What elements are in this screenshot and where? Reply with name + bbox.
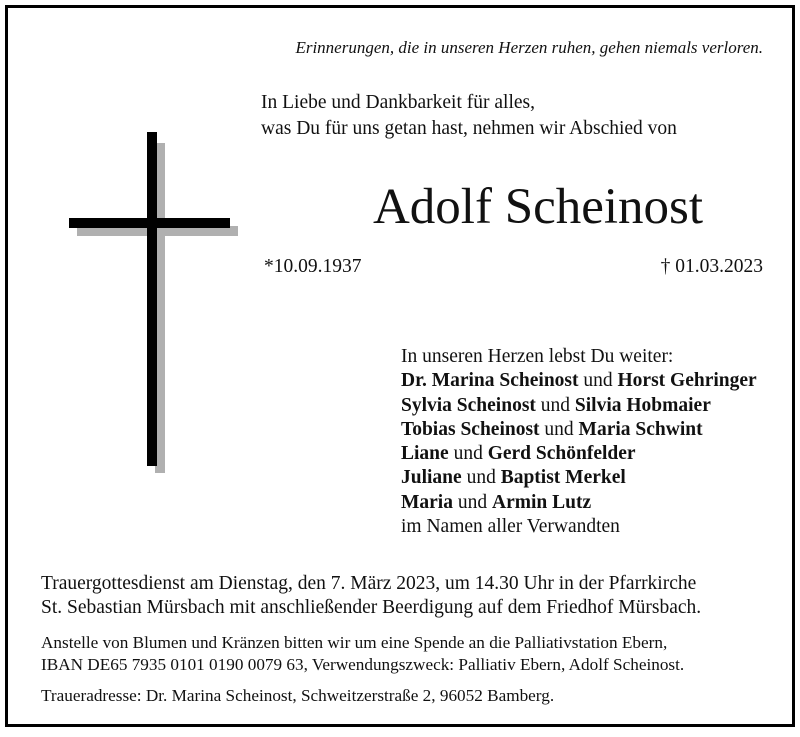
obituary-notice — [5, 5, 795, 727]
deceased-name: Adolf Scheinost — [372, 179, 704, 235]
mourning-address: Traueradresse: Dr. Marina Scheinost, Schweitzerstraße 2, 96052 Bamberg. — [41, 686, 555, 705]
service-line-2: St. Sebastian Mürsbach mit anschließender Beerdigung auf dem Friedhof Mürsbach. — [41, 597, 702, 618]
mourner-and: und — [457, 491, 488, 513]
mourner-and: und — [466, 467, 496, 489]
birth-date: *10.09.1937 — [264, 256, 362, 277]
mourner-name: Tobias Scheinost — [401, 418, 540, 440]
donation-info — [41, 632, 684, 676]
mourner-and: und — [540, 394, 571, 416]
mourner-line — [401, 418, 757, 442]
intro-line-2: was Du für uns getan hast, nehmen wir Abschied von — [261, 118, 677, 139]
service-line-1: Trauergottesdienst am Dienstag, den 7. März 2023, um 14.30 Uhr in der Pfarrkirche — [41, 573, 697, 594]
death-date: † 01.03.2023 — [660, 256, 763, 277]
cross-icon — [63, 123, 243, 483]
mourner-and: und — [583, 370, 613, 392]
mourner-name: Baptist Merkel — [500, 467, 626, 489]
mourners-footer: im Namen aller Verwandten — [401, 516, 620, 538]
mourner-name: Juliane — [401, 467, 462, 489]
motto: Erinnerungen, die in unseren Herzen ruhen, gehen niemals verloren. — [295, 38, 763, 57]
mourner-and: und — [544, 418, 574, 440]
mourner-name: Dr. Marina Scheinost — [401, 370, 579, 392]
mourners-list — [401, 345, 757, 539]
deceased-name-row — [8, 178, 792, 236]
intro-line-1: In Liebe und Dankbarkeit für alles, — [261, 92, 535, 113]
mourner-and: und — [453, 443, 483, 465]
mourner-name: Liane — [401, 443, 449, 465]
donation-line-1: Anstelle von Blumen und Kränzen bitten wir um eine Spende an die Palliativstation Ebern, — [41, 633, 668, 652]
mourner-name: Sylvia Scheinost — [401, 394, 536, 416]
mourner-line — [401, 466, 757, 490]
mourner-line — [401, 369, 757, 393]
mourner-name: Gerd Schönfelder — [487, 443, 636, 465]
mourner-name: Armin Lutz — [491, 491, 592, 513]
mourner-name: Horst Gehringer — [617, 370, 757, 392]
mourner-name: Silvia Hobmaier — [574, 394, 711, 416]
funeral-service-info — [41, 572, 701, 620]
mourner-name: Maria Schwint — [578, 418, 703, 440]
intro-text — [261, 90, 677, 142]
mourner-line — [401, 442, 757, 466]
mourner-line — [401, 491, 757, 515]
donation-line-2: IBAN DE65 7935 0101 0190 0079 63, Verwendungszweck: Palliativ Ebern, Adolf Scheinost. — [41, 655, 685, 674]
mourner-line — [401, 394, 757, 418]
mourner-name: Maria — [401, 491, 453, 513]
mourners-heading: In unseren Herzen lebst Du weiter: — [401, 346, 674, 367]
